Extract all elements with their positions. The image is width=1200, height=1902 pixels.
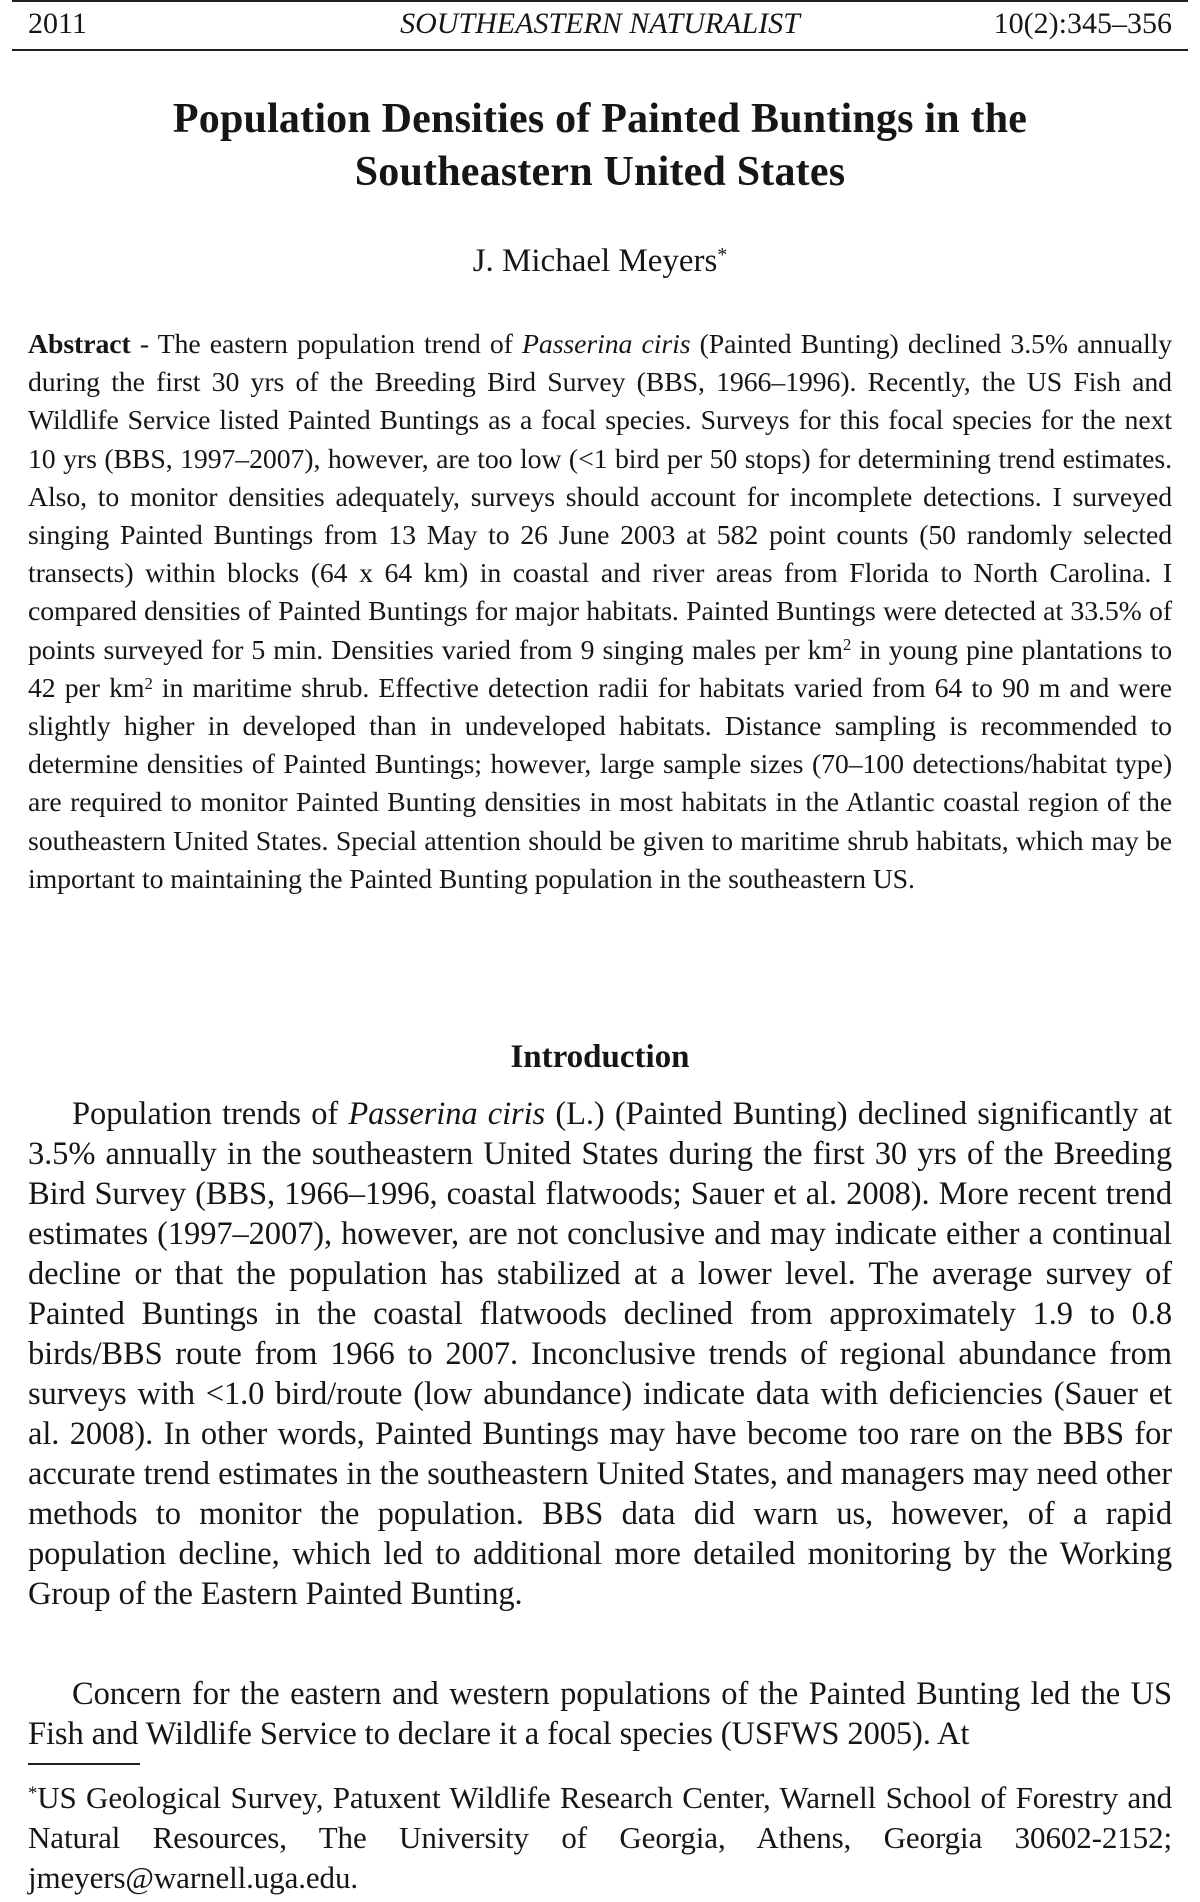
top-rule (12, 0, 1188, 2)
paper-title-line2: Southeastern United States (354, 149, 846, 195)
header-rule (12, 49, 1188, 51)
running-header (28, 6, 1172, 44)
paper-title (28, 93, 1172, 199)
introduction-paragraph-2: Concern for the eastern and western populations of the Painted Bunting led the US Fish and Wildlife Service to declare it a focal species (USFWS 2005). At (28, 1676, 1172, 1752)
author-name: J. Michael Meyers* (472, 243, 728, 279)
introduction-paragraph-1: Population trends of Passerina ciris (L.) (Painted Bunting) declined significantly at 3.5% annually in the southeastern United States during the first 30 yrs of the Breeding Bird Survey (BBS, 1966–1996, coastal flatwoods; Sauer et al. 2008). More recent trend estimates (1997–2007), however, are not conclusive and may indicate either a continual decline or that the population has stabilized at a lower level. The average survey of Painted Buntings in the coastal flatwoods declined from approximately 1.9 to 0.8 birds/BBS route from 1966 to 2007. Inconclusive trends of regional abundance from surveys with <1.0 bird/route (low abundance) indicate data with deficiencies (Sauer et al. 2008). In other words, Painted Buntings may have become too rare on the BBS for accurate trend estimates in the southeastern United States, and managers may need other methods to monitor the population. BBS data did warn us, however, of a rapid population decline, which led to additional more detailed monitoring by the Working Group of the Eastern Painted Bunting. (28, 1096, 1172, 1612)
header-year: 2011 (28, 7, 87, 40)
footnote-rule (28, 1763, 140, 1765)
journal-name: SOUTHEASTERN NATURALIST (400, 7, 800, 40)
page-citation: 10(2):345–356 (993, 7, 1172, 40)
paper-title-line1: Population Densities of Painted Buntings in the (172, 96, 1028, 142)
abstract-paragraph: Abstract - The eastern population trend of Passerina ciris (Painted Bunting) declined 3.5% annually during the first 30 yrs of the Breeding Bird Survey (BBS, 1966–1996). Recently, the US Fish and Wildlife Service listed Painted Buntings as a focal species. Surveys for this focal species for the next 10 yrs (BBS, 1997–2007), however, are too low (<1 bird per 50 stops) for determining trend estimates. Also, to monitor densities adequately, surveys should account for incomplete detections. I surveyed singing Painted Buntings from 13 May to 26 June 2003 at 582 point counts (50 randomly selected transects) within blocks (64 x 64 km) in coastal and river areas from Florida to North Carolina. I compared densities of Painted Buntings for major habitats. Painted Buntings were detected at 33.5% of points surveyed for 5 min. Densities varied from 9 singing males per $km^2$ in young pine plantations to 42 per $km^2$ in maritime shrub. Effective detection radii for habitats varied from 64 to 90 m and were slightly higher in developed than in undeveloped habitats. Distance sampling is recommended to determine densities of Painted Buntings; however, large sample sizes (70–100 detections/habitat type) are required to monitor Painted Bunting densities in most habitats in the Atlantic coastal region of the southeastern United States. Special attention should be given to maritime shrub habitats, which may be important to maintaining the Painted Bunting population in the southeastern US. (28, 329, 1173, 895)
footnote-text: *US Geological Survey, Patuxent Wildlife Research Center, Warnell School of Forestry and Natural Resources, The University of Georgia, Athens, Georgia 30602-2152; jmeyers@warnell.uga.edu. (28, 1780, 1172, 1895)
section-heading-introduction: Introduction (510, 1039, 690, 1075)
